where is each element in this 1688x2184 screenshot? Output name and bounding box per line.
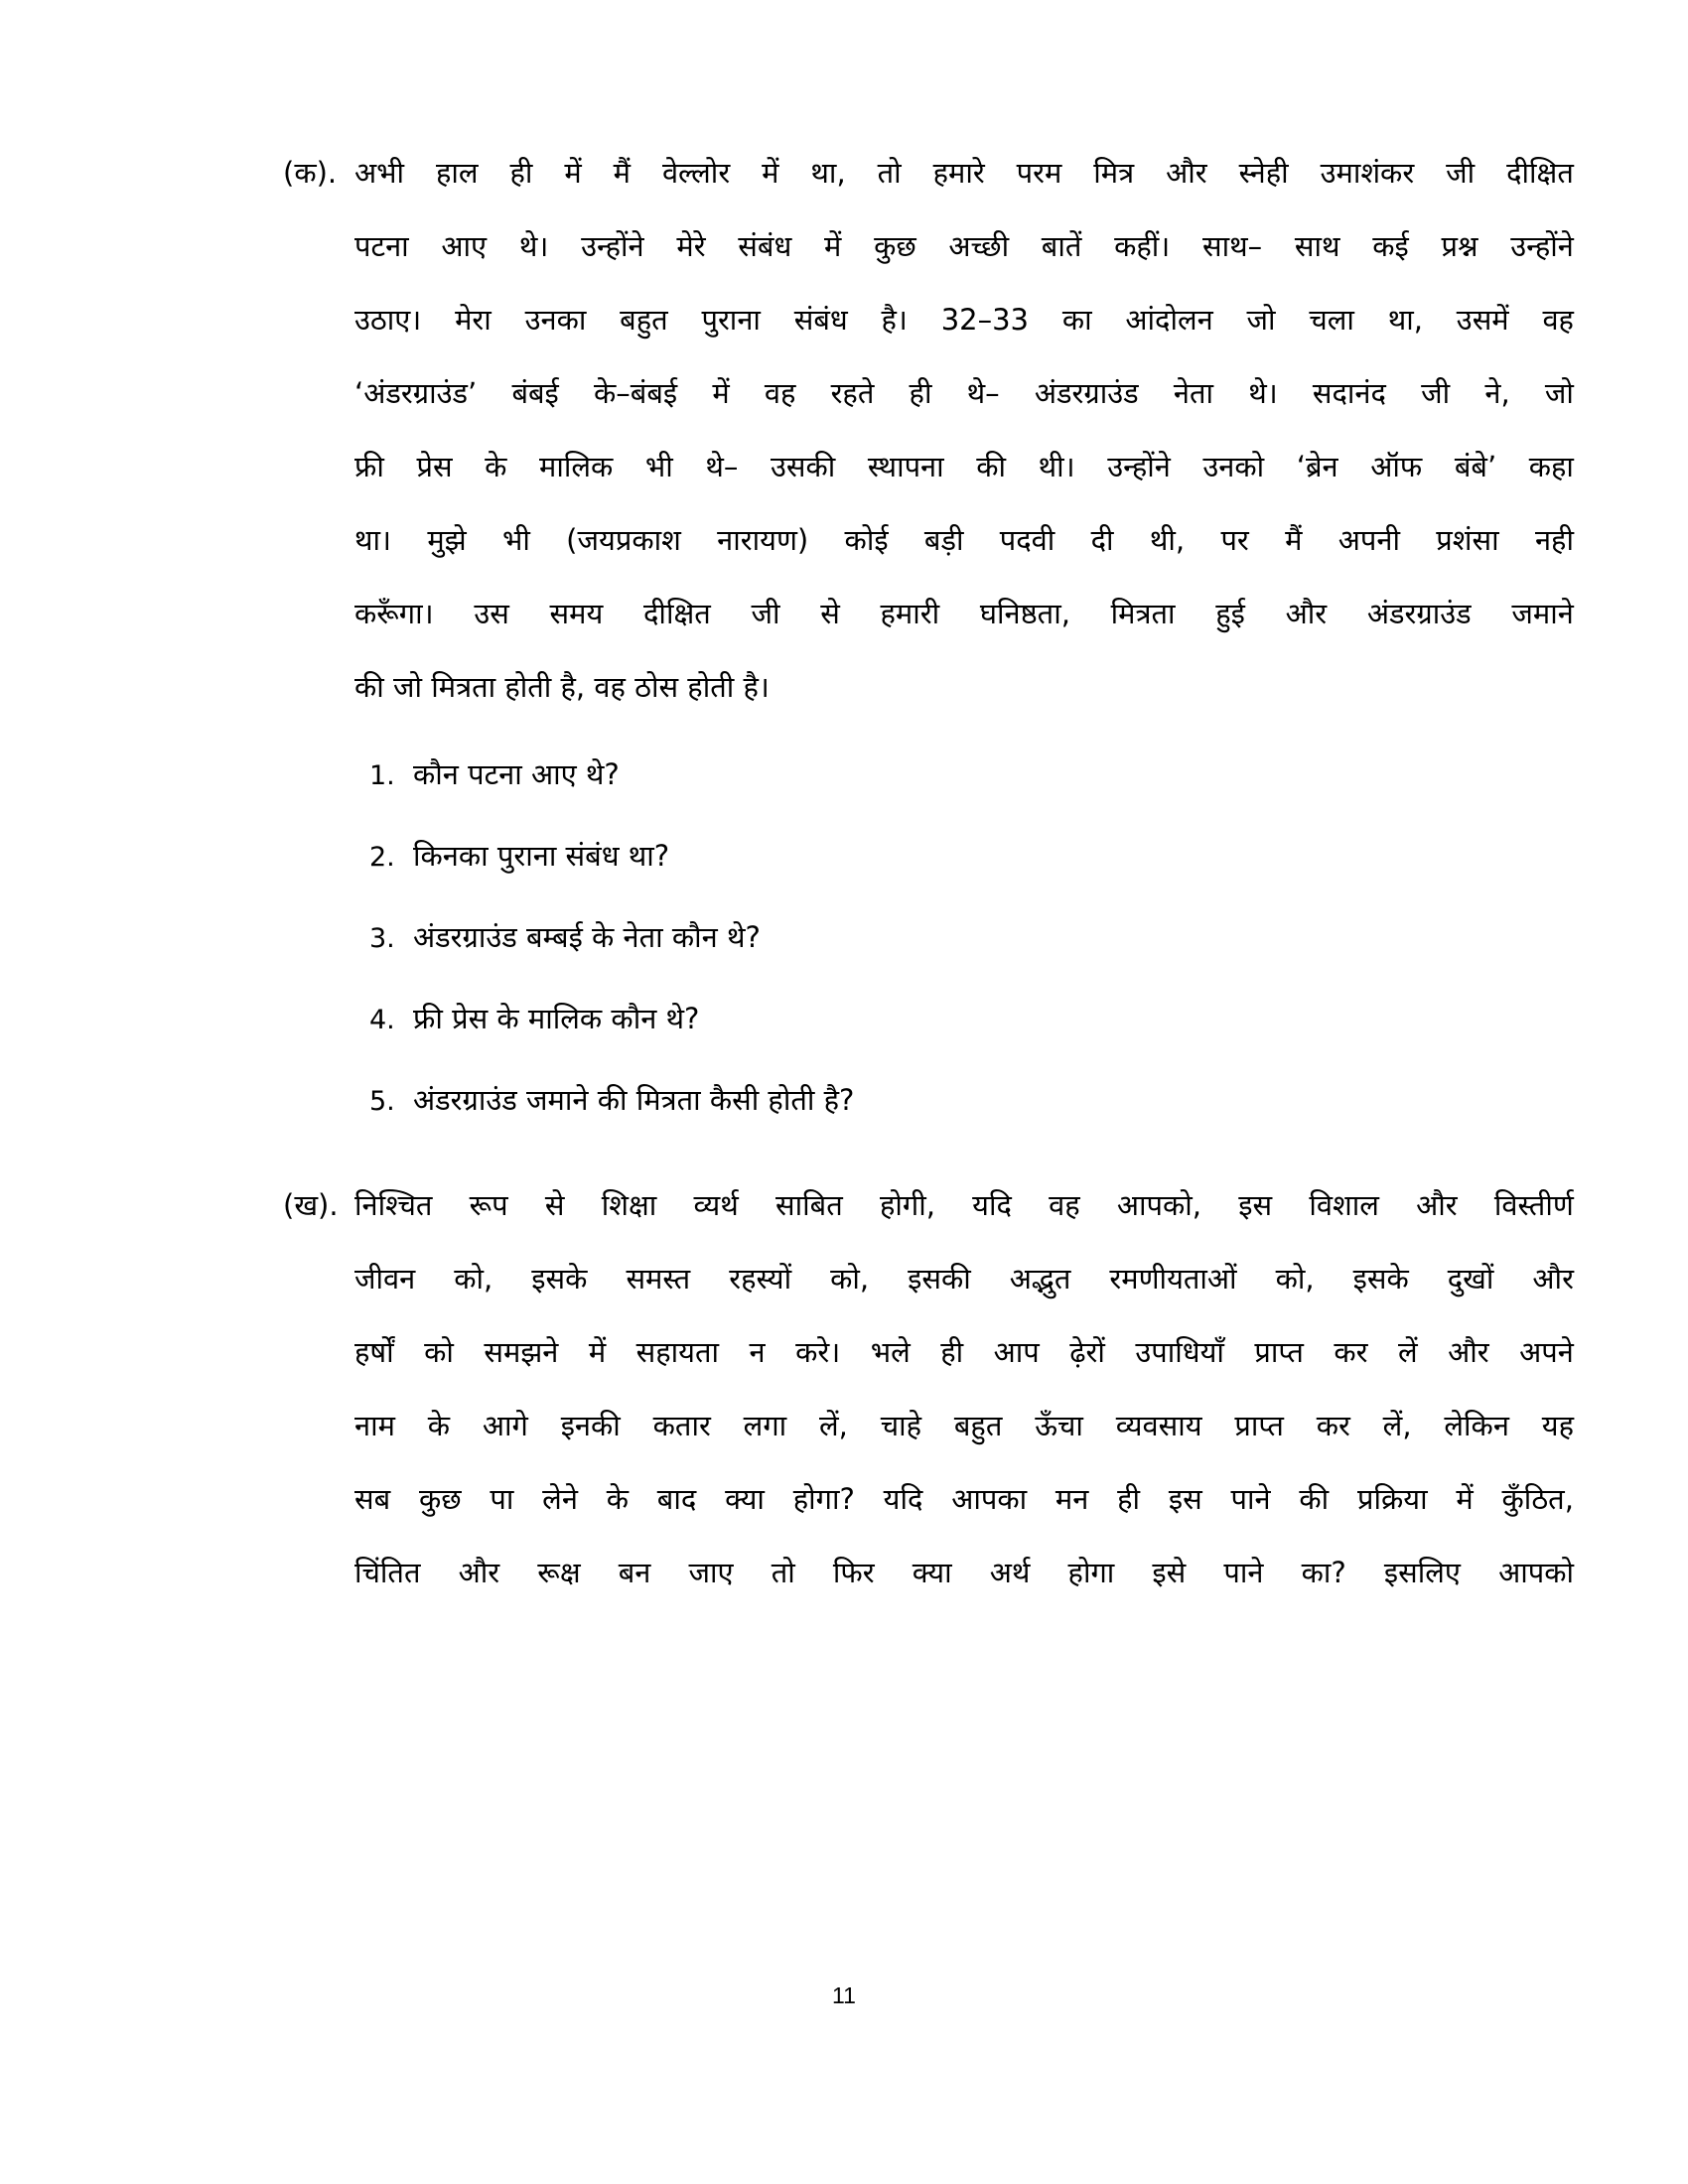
paragraph-line-text: निश्चित रूप से शिक्षा व्यर्थ साबित होगी, यदि वह आपको, इस विशाल और विस्तीर्ण xyxy=(354,1188,1574,1222)
paragraph-line xyxy=(283,523,1574,600)
paragraph-line xyxy=(283,229,1574,306)
paragraph-line xyxy=(283,670,1574,747)
paragraph-line xyxy=(283,450,1574,526)
paragraph-line xyxy=(283,1188,1574,1265)
paragraph-line-text: ‘अंडरग्राउंड’ बंबई के–बंबई में वह रहते ही थे– अंडरग्राउंड नेता थे। सदानंद जी ने, जो xyxy=(354,376,1574,410)
question-text: किनका पुराना संबंध था? xyxy=(413,839,670,873)
paragraph-line-text: चिंतित और रूक्ष बन जाए तो फिर क्या अर्थ होगा इसे पाने का? इसलिए आपको xyxy=(354,1556,1574,1589)
list-item xyxy=(283,839,1574,923)
paragraph-line-text: सब कुछ पा लेने के बाद क्या होगा? यदि आपका मन ही इस पाने की प्रक्रिया में कुँठित, xyxy=(354,1482,1574,1516)
question-number: 5. xyxy=(369,1086,395,1117)
question-number: 2. xyxy=(369,842,395,873)
question-number: 3. xyxy=(369,923,395,954)
paragraph-line xyxy=(283,1335,1574,1412)
paragraph-line-text: की जो मित्रता होती है, वह ठोस होती है। xyxy=(354,670,770,704)
list-item xyxy=(283,1002,1574,1086)
question-number: 1. xyxy=(369,760,395,791)
paragraph-line xyxy=(283,597,1574,673)
paragraph-line xyxy=(283,376,1574,453)
list-item xyxy=(283,920,1574,1005)
section-ka xyxy=(283,156,1574,1167)
page-content xyxy=(283,156,1574,1632)
question-text: अंडरग्राउंड जमाने की मित्रता कैसी होती है? xyxy=(413,1083,855,1117)
paragraph-line xyxy=(283,1556,1574,1632)
paragraph-line-text: था। मुझे भी (जयप्रकाश नारायण) कोई बड़ी पदवी दी थी, पर मैं अपनी प्रशंसा नही xyxy=(354,523,1574,557)
section-kha xyxy=(283,1188,1574,1632)
paragraph-line-text: पटना आए थे। उन्होंने मेरे संबंध में कुछ अच्छी बातें कहीं। साथ– साथ कई प्रश्न उन्होंने xyxy=(354,229,1574,263)
page-number: 11 xyxy=(832,1982,856,2008)
paragraph-line xyxy=(283,303,1574,379)
question-list xyxy=(283,757,1574,1167)
paragraph-line-text: उठाए। मेरा उनका बहुत पुराना संबंध है। 32–33 का आंदोलन जो चला था, उसमें वह xyxy=(354,303,1574,337)
paragraph-line xyxy=(283,1409,1574,1485)
question-text: फ्री प्रेस के मालिक कौन थे? xyxy=(413,1002,700,1035)
paragraph-line xyxy=(283,156,1574,232)
list-item xyxy=(283,1083,1574,1167)
paragraph-line-text: फ्री प्रेस के मालिक भी थे– उसकी स्थापना की थी। उन्होंने उनको ‘ब्रेन ऑफ बंबे’ कहा xyxy=(354,450,1574,483)
paragraph-line-text: जीवन को, इसके समस्त रहस्यों को, इसकी अद्भुत रमणीयताओं को, इसके दुखों और xyxy=(354,1262,1574,1296)
list-item xyxy=(283,757,1574,842)
question-number: 4. xyxy=(369,1005,395,1035)
paragraph-line-text: करूँगा। उस समय दीक्षित जी से हमारी घनिष्ठता, मित्रता हुई और अंडरग्राउंड जमाने xyxy=(354,597,1574,630)
paragraph-line xyxy=(283,1262,1574,1338)
paragraph-line-text: नाम के आगे इनकी कतार लगा लें, चाहे बहुत ऊँचा व्यवसाय प्राप्त कर लें, लेकिन यह xyxy=(354,1409,1574,1442)
paragraph-line xyxy=(283,1482,1574,1559)
section-label-kha: (ख). xyxy=(283,1188,339,1222)
paragraph-line-text: अभी हाल ही में मैं वेल्लोर में था, तो हमारे परम मित्र और स्नेही उमाशंकर जी दीक्षित xyxy=(354,156,1574,190)
section-label-ka: (क). xyxy=(283,156,338,190)
paragraph-line-text: हर्षों को समझने में सहायता न करे। भले ही आप ढ़ेरों उपाधियाँ प्राप्त कर लें और अपने xyxy=(354,1335,1574,1369)
question-text: अंडरग्राउंड बम्बई के नेता कौन थे? xyxy=(413,920,761,954)
question-text: कौन पटना आए थे? xyxy=(413,757,620,791)
